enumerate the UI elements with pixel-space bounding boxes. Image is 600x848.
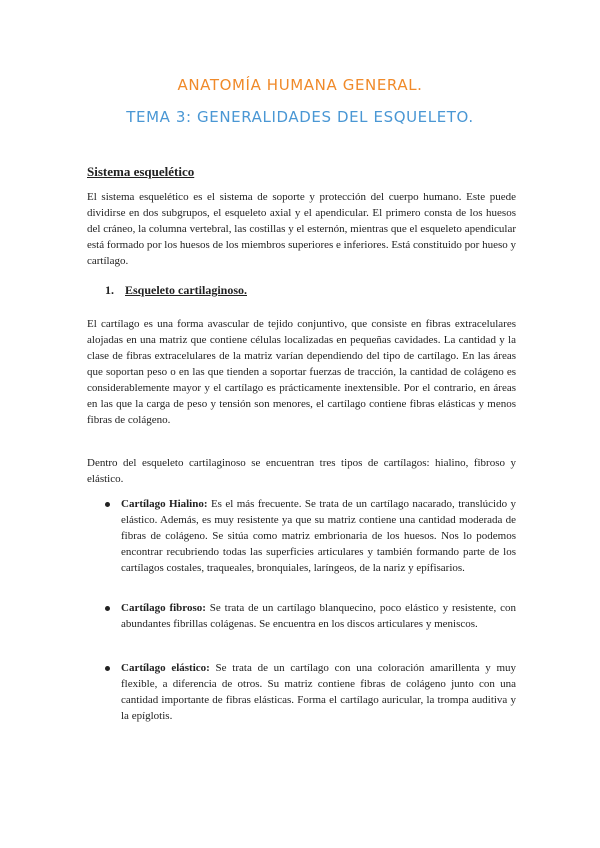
subsection-number: 1.: [105, 283, 114, 297]
cartilage-paragraph: El cartílago es una forma avascular de tejido conjuntivo, que consiste en fibras extracelulares alojadas en una matriz que contiene células localizadas en pequeñas cavidades. La cantidad y la clase de fibras extracelulares de la matriz varían dependiendo del tipo de cartílago. En las áreas que soportan peso o en las que tienden a soportar fuerzas de tracción, la cantidad de colágeno es considerablemente mayor y el cartílago es prácticamente inextensible. Por el contrario, en áreas en las que la carga de peso y tensión son menores, el cartílago contiene fibras elásticas y menos fibras de colágeno.: [87, 318, 516, 426]
subsection-heading: [105, 283, 247, 298]
section-title: Sistema esquelético: [87, 164, 195, 179]
list-item-text: Es el más frecuente. Se trata de un cartílago nacarado, translúcido y elástico. Además, es muy resistente ya que su matriz contiene una cantidad moderada de fibras de colágeno. Se sitúa como matriz embrionaria de los huesos. Nos lo podemos encontrar recubriendo todas las superficies articulares y también formando parte de los cartílagos costales, traqueales, bronquiales, laríngeos, de la nariz y epífisarios.: [121, 498, 517, 574]
list-item-term: Cartílago fibroso:: [121, 602, 206, 614]
topic-title: TEMA 3: GENERALIDADES DEL ESQUELETO.: [126, 108, 474, 126]
bullet-icon: [105, 606, 110, 611]
list-item-term: Cartílago Hialino:: [121, 498, 208, 510]
subsection-title: Esqueleto cartilaginoso.: [125, 283, 247, 297]
bullet-icon: [105, 502, 110, 507]
list-item-term: Cartílago elástico:: [121, 662, 210, 674]
list-item: [121, 660, 516, 724]
intro-paragraph: El sistema esquelético es el sistema de soporte y protección del cuerpo humano. Este puede dividirse en dos subgrupos, el esqueleto axial y el apendicular. El primero consta de los huesos del cráneo, la columna vertebral, las costillas y el esternón, mientras que el esqueleto apendicular está formado por los huesos de los miembros superiores e inferiores. Está constituido por hueso y cartílago.: [87, 191, 516, 267]
list-item: [121, 600, 516, 632]
types-paragraph: Dentro del esqueleto cartilaginoso se encuentran tres tipos de cartílagos: hialino, fibroso y elástico.: [87, 457, 516, 485]
bullet-icon: [105, 666, 110, 671]
list-item-text: Se trata de un cartílago con una coloración amarillenta y muy flexible, a diferencia de otros. Su matriz contiene fibras de colágeno junto con una cantidad importante de fibras elásticas. Forma el cartílago auricular, la trompa auditiva y la epíglotis.: [121, 662, 516, 722]
list-item-text: Se trata de un cartílago blanquecino, poco elástico y resistente, con abundantes fibrillas colágenas. Se encuentra en los discos articulares y meniscos.: [121, 602, 516, 630]
list-item: [121, 496, 516, 576]
course-title: ANATOMÍA HUMANA GENERAL.: [177, 76, 423, 94]
